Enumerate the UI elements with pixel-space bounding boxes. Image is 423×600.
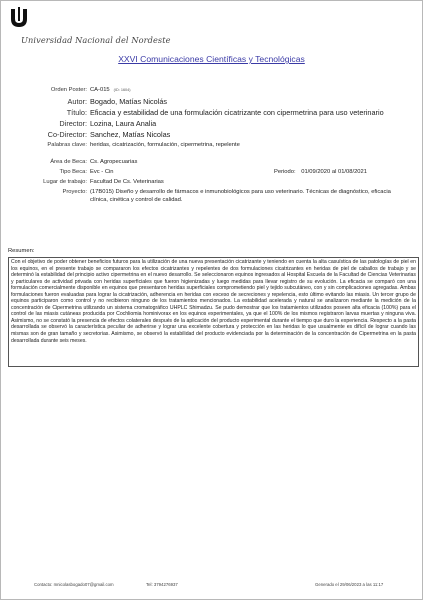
label-autor: Autor: [67,97,87,106]
value-co-director: Sanchez, Matías Nicolas [90,130,171,139]
university-name: Universidad Nacional del Nordeste [21,35,171,45]
value-autor: Bogado, Matías Nicolás [90,97,168,106]
value-orden-poster: CA-015 [90,87,110,93]
label-area-beca: Área de Beca: [50,159,87,165]
value-periodo: 01/09/2020 al 01/08/2021 [301,169,367,175]
footer-generado: Generado el 29/06/2023 a las 11:17 [315,582,384,587]
label-orden-poster: Orden Poster: [50,87,87,93]
value-palabras-clave: heridas, cicatrización, formulación, cipermetrina, repelente [90,142,240,148]
label-lugar-trabajo: Lugar de trabajo: [43,179,87,185]
value-area-beca: Cs. Agropecuarias [90,159,138,165]
resumen-label: Resumen: [8,248,35,254]
resumen-text: Con el objetivo de poder obtener beneficios futuros para la utilización de una nueva presentación cicatrizante y teniendo en cuenta la alta casuística de las patologías de piel en los equinos, en el presente trabajo se compararon los efectos cicatrizantes y repelentes de dos formulaciones cicatrizantes en heridas de piel de caballos de trabajo y se determinó la estabilidad del principio activo cipermetrina en el nuevo desarrollo. Se seleccionaron equinos ingresados al Hospital Escuela de la Facultad de Ciencias Veterinarias y particulares de actividad privada con heridas superficiales que fueron higienizadas y luego medidas para llevar registro de su evolución. La eficacia se comparó con una formulación comercialmente disponible en equinos que presentaron heridas superficiales comprometiendo piel y tejido subcutáneo, con y sin complicaciones agregadas. Ambas formulaciones fueron evaluadas para lograr la cicatrización, adherencia en heridas con exceso de secreciones y repelencia, esto último evitando las miasis. Un tercer grupo de equinos participaron como control y no recibieron ninguno de los tratamientos mencionados. La estabilidad acelerada y natural se analizaron mediante la medición de la concentración de Cipermetrina utilizando un sistema cromatográfico UHPLC Shimadzu. Se pudo demostrar que los tratamientos utilizados poseen alta eficacia (100%) para el control de las miasis cutáneas producida por Cochliomia hominivorax en los equinos experimentales, ya que el 100% de los mismos registraron larvas muertas y ninguna viva. Asimismo, no se constató la presencia de efectos colaterales después de la aplicación del producto experimental durante el tiempo que duro la experiencia. Respecto a la pasta desarrollada se observó la característica peculiar de adherirse y lograr una excelente cobertura y protección en las heridas lo que usualmente es difícil de lograr cuando las mismas son de gran tamaño y secretorias. Asimismo, se observó la estabilidad del producto evidenciada por la determinación de la concentración de Cipermetrina en la pasta desarrollada durante seis meses. [8,257,419,367]
label-proyecto: Proyecto: [62,189,87,195]
label-director: Director: [59,119,87,128]
value-titulo: Eficacia y estabilidad de una formulación cicatrizante con cipermetrina para uso veterinario [90,108,384,117]
value-tipo-beca: Evc - Cin [90,169,114,175]
value-lugar-trabajo: Facultad De Cs. Veterinarias [90,179,164,185]
university-logo-icon [9,7,29,29]
label-co-director: Co-Director: [47,130,87,139]
value-director: Lozina, Laura Analia [90,119,157,128]
footer-contacto: Contacto: mnicolasbogado07@gmail.com [34,582,114,587]
value-proyecto: (17B015) Diseño y desarrollo de fármacos e inmunobiológicos para uso veterinario. Técnicas de diagnóstico, eficacia clínica, cinética y control de calidad. [90,189,391,203]
label-tipo-beca: Tipo Beca: [59,169,87,175]
page-title: XXVI Comunicaciones Científicas y Tecnológicas [118,54,305,64]
value-poster-id: (ID: 1604) [113,88,131,92]
label-periodo: Periodo: [274,169,296,175]
label-titulo: Título: [66,108,87,117]
label-palabras-clave: Palabras clave: [47,142,87,148]
footer-tel: Tel: 3794276937 [146,582,178,587]
